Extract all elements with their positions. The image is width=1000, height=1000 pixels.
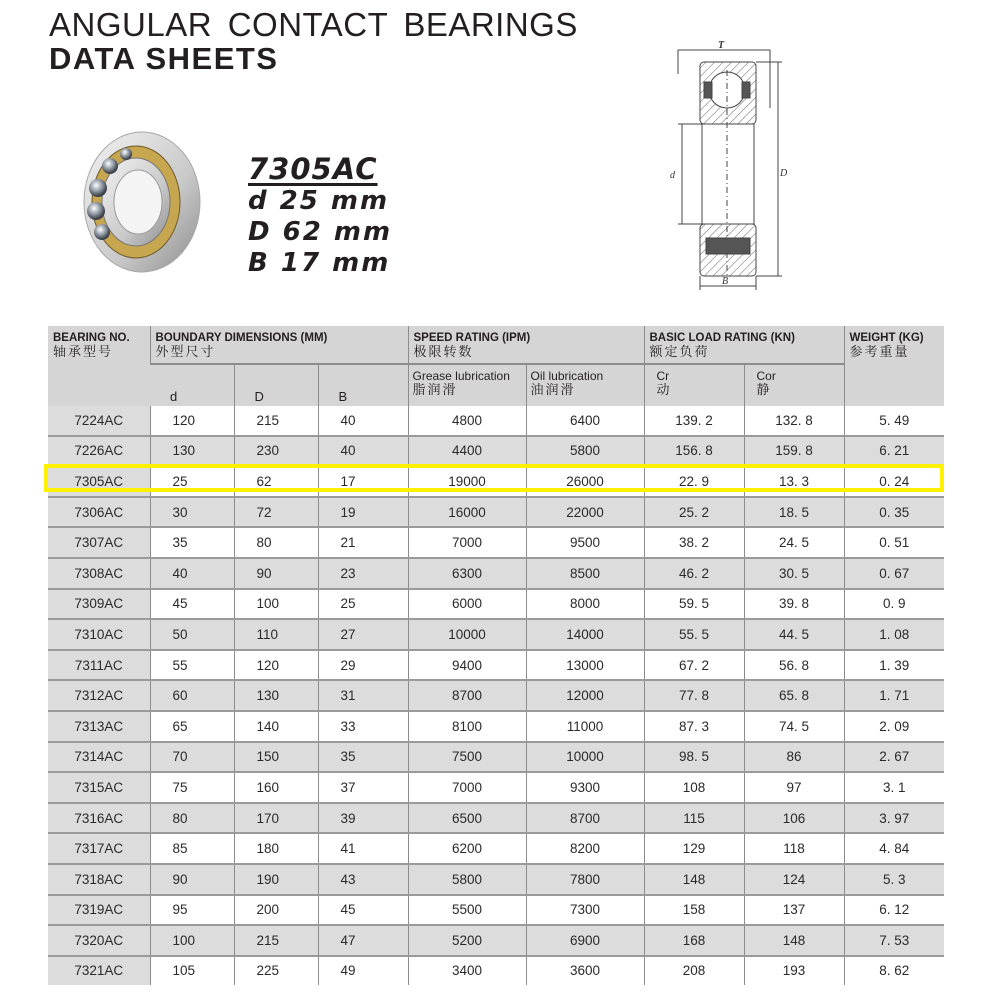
cell-grease: 7000 — [408, 527, 526, 558]
cell-weight: 4. 84 — [844, 833, 944, 864]
cell-d: 80 — [150, 803, 234, 834]
cell-model: 7320AC — [48, 925, 150, 956]
cell-D: 180 — [234, 833, 318, 864]
cell-model: 7308AC — [48, 558, 150, 589]
svg-text:T: T — [718, 40, 725, 51]
cell-d: 120 — [150, 406, 234, 436]
cell-oil: 14000 — [526, 619, 644, 650]
table-row — [48, 772, 944, 803]
cell-D: 120 — [234, 650, 318, 681]
cell-cr: 158 — [644, 895, 744, 926]
header-boundary-dimensions: BOUNDARY DIMENSIONS (MM) 外型尺寸 — [150, 326, 408, 364]
cell-oil: 10000 — [526, 742, 644, 773]
svg-text:B: B — [722, 276, 729, 287]
cell-cr: 168 — [644, 925, 744, 956]
cell-D: 160 — [234, 772, 318, 803]
cell-B: 40 — [318, 436, 408, 467]
cell-cr: 208 — [644, 956, 744, 986]
bearing-data-table — [48, 326, 944, 985]
header-oil-lubrication: Oil lubrication 油润滑 — [526, 364, 644, 406]
cell-model: 7321AC — [48, 956, 150, 986]
cell-model: 7306AC — [48, 497, 150, 528]
table-row — [48, 497, 944, 528]
cell-model: 7305AC — [48, 466, 150, 497]
cell-weight: 0. 9 — [844, 589, 944, 620]
cell-cr: 148 — [644, 864, 744, 895]
cell-cor: 24. 5 — [744, 527, 844, 558]
cell-cr: 22. 9 — [644, 466, 744, 497]
cell-grease: 4400 — [408, 436, 526, 467]
cell-grease: 5500 — [408, 895, 526, 926]
cell-B: 33 — [318, 711, 408, 742]
cell-B: 25 — [318, 589, 408, 620]
cell-model: 7315AC — [48, 772, 150, 803]
header-D: D — [234, 364, 318, 406]
cell-D: 90 — [234, 558, 318, 589]
cell-cor: 193 — [744, 956, 844, 986]
cell-B: 49 — [318, 956, 408, 986]
table-row — [48, 833, 944, 864]
cell-d: 40 — [150, 558, 234, 589]
cell-cr: 156. 8 — [644, 436, 744, 467]
cell-weight: 5. 49 — [844, 406, 944, 436]
cell-oil: 7800 — [526, 864, 644, 895]
cell-d: 30 — [150, 497, 234, 528]
cell-oil: 22000 — [526, 497, 644, 528]
cell-cor: 132. 8 — [744, 406, 844, 436]
header-B: B — [318, 364, 408, 406]
cell-grease: 7500 — [408, 742, 526, 773]
cell-cr: 87. 3 — [644, 711, 744, 742]
table-row — [48, 436, 944, 467]
cell-grease: 8100 — [408, 711, 526, 742]
cell-cor: 137 — [744, 895, 844, 926]
cell-oil: 6900 — [526, 925, 644, 956]
cell-D: 140 — [234, 711, 318, 742]
cell-cr: 25. 2 — [644, 497, 744, 528]
cell-cr: 98. 5 — [644, 742, 744, 773]
cell-weight: 8. 62 — [844, 956, 944, 986]
cell-B: 37 — [318, 772, 408, 803]
cell-weight: 6. 12 — [844, 895, 944, 926]
cell-B: 27 — [318, 619, 408, 650]
cell-weight: 1. 08 — [844, 619, 944, 650]
cell-d: 105 — [150, 956, 234, 986]
cell-cor: 18. 5 — [744, 497, 844, 528]
cell-weight: 1. 71 — [844, 680, 944, 711]
cell-grease: 10000 — [408, 619, 526, 650]
cell-B: 17 — [318, 466, 408, 497]
cell-cor: 86 — [744, 742, 844, 773]
cell-oil: 8500 — [526, 558, 644, 589]
cell-weight: 3. 1 — [844, 772, 944, 803]
cell-cor: 148 — [744, 925, 844, 956]
cell-model: 7314AC — [48, 742, 150, 773]
cell-grease: 4800 — [408, 406, 526, 436]
cell-oil: 8000 — [526, 589, 644, 620]
cell-weight: 7. 53 — [844, 925, 944, 956]
cell-weight: 0. 24 — [844, 466, 944, 497]
cell-D: 72 — [234, 497, 318, 528]
cell-cr: 129 — [644, 833, 744, 864]
cell-oil: 11000 — [526, 711, 644, 742]
cell-model: 7313AC — [48, 711, 150, 742]
cell-oil: 8200 — [526, 833, 644, 864]
table-row — [48, 680, 944, 711]
featured-model: 7305AC — [248, 152, 378, 186]
table-row — [48, 589, 944, 620]
cell-cor: 118 — [744, 833, 844, 864]
cell-model: 7224AC — [48, 406, 150, 436]
cell-weight: 2. 67 — [844, 742, 944, 773]
cell-oil: 9300 — [526, 772, 644, 803]
cell-D: 230 — [234, 436, 318, 467]
header-grease-lubrication: Grease lubrication 脂润滑 — [408, 364, 526, 406]
cell-d: 70 — [150, 742, 234, 773]
cell-cr: 77. 8 — [644, 680, 744, 711]
cell-oil: 3600 — [526, 956, 644, 986]
cell-d: 95 — [150, 895, 234, 926]
cell-model: 7317AC — [48, 833, 150, 864]
header-bearing-no: BEARING NO. 轴承型号 — [48, 326, 150, 406]
cell-cr: 67. 2 — [644, 650, 744, 681]
cell-weight: 1. 39 — [844, 650, 944, 681]
cell-B: 45 — [318, 895, 408, 926]
cell-model: 7309AC — [48, 589, 150, 620]
cell-oil: 13000 — [526, 650, 644, 681]
cell-weight: 3. 97 — [844, 803, 944, 834]
cell-D: 110 — [234, 619, 318, 650]
cell-d: 130 — [150, 436, 234, 467]
cell-grease: 8700 — [408, 680, 526, 711]
table-row — [48, 803, 944, 834]
cell-model: 7312AC — [48, 680, 150, 711]
cell-oil: 9500 — [526, 527, 644, 558]
featured-width: B 17 mm — [248, 248, 391, 278]
cell-d: 85 — [150, 833, 234, 864]
cell-model: 7310AC — [48, 619, 150, 650]
cell-D: 225 — [234, 956, 318, 986]
table-row — [48, 558, 944, 589]
cell-B: 40 — [318, 406, 408, 436]
cell-grease: 16000 — [408, 497, 526, 528]
cell-oil: 26000 — [526, 466, 644, 497]
cell-B: 19 — [318, 497, 408, 528]
cell-grease: 6500 — [408, 803, 526, 834]
cell-B: 41 — [318, 833, 408, 864]
cell-cor: 65. 8 — [744, 680, 844, 711]
cell-weight: 0. 35 — [844, 497, 944, 528]
cell-grease: 9400 — [408, 650, 526, 681]
featured-outer-diameter: D 62 mm — [248, 217, 393, 247]
cell-cor: 97 — [744, 772, 844, 803]
table-row — [48, 650, 944, 681]
cell-grease: 19000 — [408, 466, 526, 497]
table-row — [48, 466, 944, 497]
cell-cor: 44. 5 — [744, 619, 844, 650]
bearing-cross-section-drawing — [660, 40, 790, 290]
cell-grease: 6000 — [408, 589, 526, 620]
cell-weight: 6. 21 — [844, 436, 944, 467]
cell-grease: 6200 — [408, 833, 526, 864]
table-row — [48, 956, 944, 986]
cell-B: 35 — [318, 742, 408, 773]
cell-D: 215 — [234, 925, 318, 956]
table-row — [48, 406, 944, 436]
cell-cr: 108 — [644, 772, 744, 803]
cell-weight: 0. 67 — [844, 558, 944, 589]
cell-oil: 6400 — [526, 406, 644, 436]
cell-d: 50 — [150, 619, 234, 650]
cell-model: 7316AC — [48, 803, 150, 834]
cell-model: 7311AC — [48, 650, 150, 681]
cell-B: 43 — [318, 864, 408, 895]
cell-cor: 56. 8 — [744, 650, 844, 681]
cell-weight: 5. 3 — [844, 864, 944, 895]
cell-model: 7319AC — [48, 895, 150, 926]
cell-d: 25 — [150, 466, 234, 497]
page-title: ANGULAR CONTACT BEARINGS — [49, 6, 578, 43]
cell-d: 55 — [150, 650, 234, 681]
cell-model: 7226AC — [48, 436, 150, 467]
cell-d: 90 — [150, 864, 234, 895]
cell-B: 23 — [318, 558, 408, 589]
cell-cr: 139. 2 — [644, 406, 744, 436]
svg-text:D: D — [780, 168, 788, 179]
cell-model: 7318AC — [48, 864, 150, 895]
cell-cor: 39. 8 — [744, 589, 844, 620]
header-cor: Cor 静 — [744, 364, 844, 406]
cell-D: 215 — [234, 406, 318, 436]
cell-B: 29 — [318, 650, 408, 681]
cell-D: 80 — [234, 527, 318, 558]
featured-spec — [248, 152, 392, 279]
header-load-rating: BASIC LOAD RATING (KN) 额定负荷 — [644, 326, 844, 364]
cell-B: 31 — [318, 680, 408, 711]
header-speed-rating: SPEED RATING (IPM) 极限转数 — [408, 326, 644, 364]
table-row — [48, 925, 944, 956]
table-row — [48, 527, 944, 558]
cell-D: 100 — [234, 589, 318, 620]
cell-model: 7307AC — [48, 527, 150, 558]
cell-cor: 124 — [744, 864, 844, 895]
header-weight: WEIGHT (KG) 参考重量 — [844, 326, 944, 406]
cell-cor: 106 — [744, 803, 844, 834]
cell-grease: 6300 — [408, 558, 526, 589]
cell-d: 35 — [150, 527, 234, 558]
cell-D: 150 — [234, 742, 318, 773]
cell-grease: 5800 — [408, 864, 526, 895]
cell-weight: 0. 51 — [844, 527, 944, 558]
cell-cor: 74. 5 — [744, 711, 844, 742]
table-row — [48, 711, 944, 742]
cell-B: 39 — [318, 803, 408, 834]
cell-grease: 7000 — [408, 772, 526, 803]
cell-D: 130 — [234, 680, 318, 711]
cell-weight: 2. 09 — [844, 711, 944, 742]
cell-D: 190 — [234, 864, 318, 895]
cell-B: 47 — [318, 925, 408, 956]
cell-D: 200 — [234, 895, 318, 926]
cell-oil: 12000 — [526, 680, 644, 711]
cell-cor: 13. 3 — [744, 466, 844, 497]
bearing-photo-image — [72, 126, 202, 276]
cell-oil: 8700 — [526, 803, 644, 834]
header-d: d — [150, 364, 234, 406]
cell-cor: 159. 8 — [744, 436, 844, 467]
cell-d: 60 — [150, 680, 234, 711]
cell-grease: 5200 — [408, 925, 526, 956]
cell-cr: 38. 2 — [644, 527, 744, 558]
cell-d: 45 — [150, 589, 234, 620]
cell-D: 170 — [234, 803, 318, 834]
cell-oil: 7300 — [526, 895, 644, 926]
cell-d: 75 — [150, 772, 234, 803]
cell-d: 100 — [150, 925, 234, 956]
featured-inner-diameter: d 25 mm — [248, 186, 390, 216]
cell-cor: 30. 5 — [744, 558, 844, 589]
table-row — [48, 895, 944, 926]
cell-cr: 115 — [644, 803, 744, 834]
cell-grease: 3400 — [408, 956, 526, 986]
cell-B: 21 — [318, 527, 408, 558]
table-row — [48, 742, 944, 773]
header-cr: Cr 动 — [644, 364, 744, 406]
page-subtitle: DATA SHEETS — [49, 41, 279, 76]
cell-cr: 46. 2 — [644, 558, 744, 589]
cell-cr: 59. 5 — [644, 589, 744, 620]
cell-D: 62 — [234, 466, 318, 497]
cell-oil: 5800 — [526, 436, 644, 467]
table-row — [48, 619, 944, 650]
table-row — [48, 864, 944, 895]
svg-text:d: d — [670, 170, 675, 181]
cell-d: 65 — [150, 711, 234, 742]
cell-cr: 55. 5 — [644, 619, 744, 650]
